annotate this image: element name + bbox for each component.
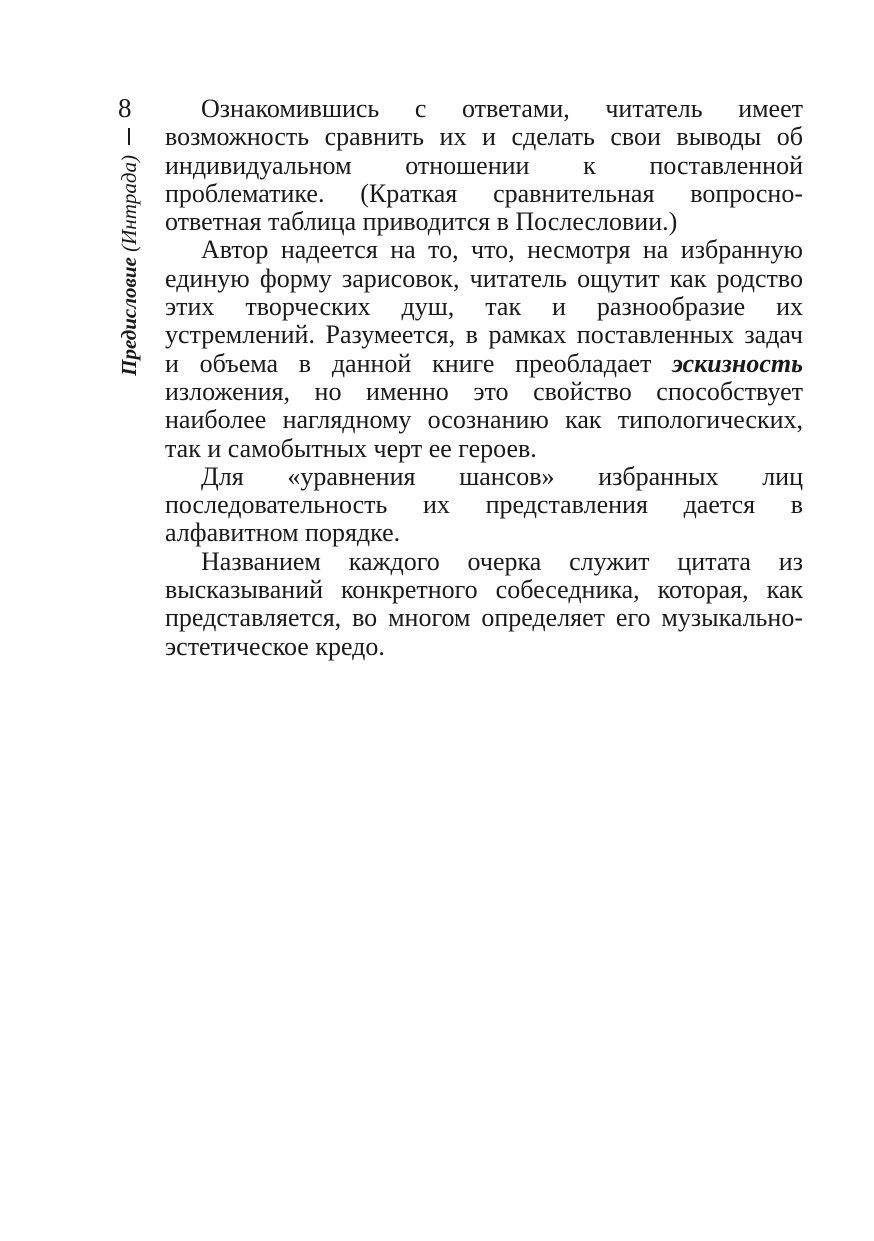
paragraph-2-end: изложения, но именно это свойство способствует наиболее наглядному осознанию как типологических, так и самобытных черт ее героев.	[165, 376, 803, 463]
paragraph-4: Названием каждого очерка служит цитата из высказываний конкретного собеседника, которая, как представляется, во многом определяет его музыкально-эстетическое кредо.	[165, 546, 803, 661]
running-head-text	[116, 155, 142, 376]
running-head-title: Предисловие	[117, 257, 141, 376]
paragraph-2-start: Автор надеется на то, что, несмотря на избранную единую форму зарисовок, читатель ощутит как родство этих творческих душ, так и разнообразие их устремлений. Разумеется, в рамках поставленных задач и объема в данной книге преобладает	[165, 235, 803, 378]
running-head	[112, 128, 146, 376]
paragraph-1: Ознакомившись с ответами, читатель имеет возможность сравнить их и сделать свои выводы об индивидуальном отношении к поставленной проблематике. (Краткая сравнительная вопросно-ответная таблица приводится в Послесловии.)	[165, 94, 803, 237]
running-head-subtitle: (Интрада)	[117, 155, 141, 253]
body-text	[165, 95, 803, 661]
paragraph-3: Для «уравнения шансов» избранных лиц последовательность их представления дается в алфавитном порядке.	[165, 461, 803, 548]
running-head-divider	[128, 128, 130, 145]
page-number: 8	[118, 93, 132, 123]
emphasized-term: эскизность	[672, 348, 803, 378]
paragraph-2	[165, 236, 803, 462]
